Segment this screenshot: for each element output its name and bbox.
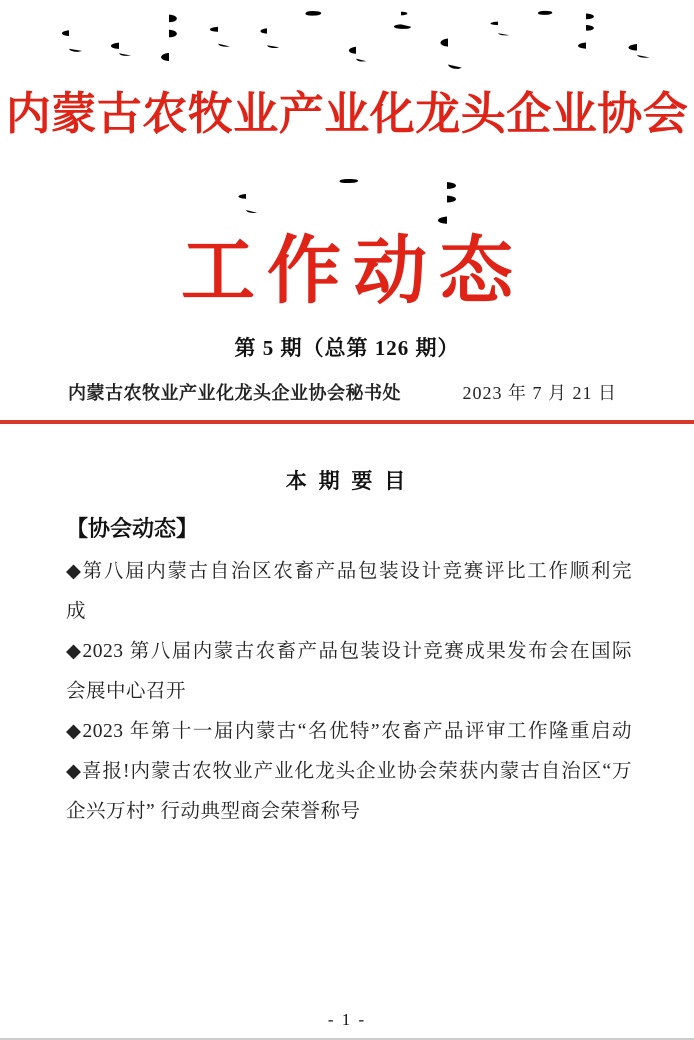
toc-item — [66, 712, 632, 752]
mongolian-word-icon — [103, 10, 135, 58]
bulletin-title: 工作动态 — [181, 230, 525, 313]
toc-item — [66, 752, 632, 832]
issue-number: 第 5 期（总第 126 期） — [234, 335, 460, 360]
mongolian-word-icon — [333, 178, 359, 202]
masthead — [0, 10, 694, 405]
toc-item-line: ◆2023 第八届内蒙古农畜产品包装设计竞赛成果发布会在国际 — [66, 640, 632, 662]
mongolian-word-icon — [389, 10, 413, 40]
mongolian-word-icon — [431, 178, 463, 230]
section-label: 【协会动态】 — [66, 515, 199, 541]
divider-rule — [0, 420, 694, 424]
mongolian-script-row-sub — [0, 178, 694, 232]
mongolian-word-icon — [300, 10, 322, 37]
toc-item-line: ◆第八届内蒙古自治区农畜产品包装设计竞赛评比工作顺利完 — [66, 560, 632, 582]
mongolian-word-icon — [202, 10, 234, 52]
toc-item-line: ◆喜报!内蒙古农牧业产业化龙头企业协会荣获内蒙古自治区“万 — [66, 760, 632, 782]
publisher-line — [68, 379, 617, 405]
association-name-title: 内蒙古农牧业产业化龙头企业协会 — [5, 89, 689, 139]
page-footer — [0, 1010, 694, 1030]
mongolian-word-icon — [342, 10, 370, 64]
mongolian-word-icon — [231, 178, 261, 218]
bulletin-page — [0, 10, 694, 1040]
mongolian-word-icon — [433, 10, 463, 72]
mongolian-word-icon — [533, 10, 553, 33]
mongolian-word-icon — [155, 10, 183, 68]
publish-date: 2023 年 7 月 21 日 — [462, 382, 617, 403]
publisher-name: 内蒙古农牧业产业化龙头企业协会秘书处 — [68, 382, 401, 403]
page-number: - 1 - — [327, 1010, 367, 1029]
mongolian-word-icon — [620, 10, 654, 60]
mongolian-word-icon — [572, 10, 600, 54]
toc-item-line: ◆2023 年第十一届内蒙古“名优特”农畜产品评审工作隆重启动 — [66, 720, 632, 742]
toc-item-line: 企兴万村” 行动典型商会荣誉称号 — [66, 800, 361, 822]
toc-item-line: 会展中心召开 — [66, 680, 187, 702]
mongolian-word-icon — [254, 10, 280, 50]
toc-section — [0, 465, 694, 832]
toc-heading: 本 期 要 目 — [285, 469, 409, 493]
mongolian-word-icon — [55, 10, 83, 54]
toc-list — [66, 552, 632, 832]
toc-item-line: 成 — [66, 600, 87, 622]
toc-item — [66, 552, 632, 632]
mongolian-script-row-top — [55, 10, 654, 76]
mongolian-word-icon — [483, 10, 513, 39]
toc-item — [66, 632, 632, 712]
